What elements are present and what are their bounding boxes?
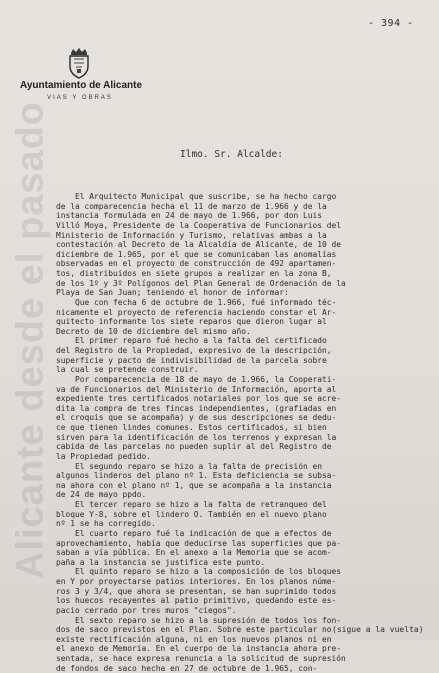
coat-of-arms-icon (66, 46, 92, 80)
body-line: bloque Y-8, sobre el lindero O. También en el nuevo plano (56, 509, 327, 519)
organization-name: Ayuntamiento de Alicante (20, 80, 143, 91)
body-line: el croquis que se acompaña) y de sus descripciones se dedu- (56, 413, 337, 423)
body-line: ros 3 y 3/4, que ahora se presentan, se han suprimido todos (56, 586, 337, 596)
body-line: los huecos recayentes al patio primitivo, quedando este es- (56, 596, 337, 606)
body-line: tos, distribuidos en siete grupos a realizar en la zona B, (56, 269, 332, 278)
body-line: diciembre de 1.965, por el que se comunicaban las anomalías (56, 249, 337, 259)
body-line: observadas en el proyecto de construcción de 492 apartamen- (56, 259, 337, 269)
department-name: VIAS Y OBRAS (47, 95, 113, 101)
body-line: El quinto reparo se hizo a la composición de los bloques (56, 567, 342, 577)
body-line: ce que tienen lindes comunes. Estos certificados, si bien (56, 423, 327, 432)
watermark (4, 60, 58, 620)
body-line: saban a vía pública. En el anexo a la Memoria que se acom- (56, 548, 332, 558)
body-line: instancia formulada en 24 de mayo de 1.966, por don Luis (56, 211, 323, 221)
body-line: sentada, se hace expresa renuncia a la solicitud de supresión (56, 654, 346, 663)
body-line: algunos linderos del plano nº 1. Esta deficiencia se subsa- (56, 471, 337, 481)
salutation: Ilmo. Sr. Alcalde: (180, 149, 283, 160)
body-line: paña a la instancia se justifica este punto. (56, 557, 266, 567)
body-line: de 24 de mayo ppdo. (56, 490, 147, 500)
body-line: el anexo de Memoria. En el cuerpo de la instancia ahora pre- (56, 644, 342, 654)
body-line: contestación al Decreto de la Alcaldía de Alicante, de 10 de (56, 240, 342, 250)
letter-body (56, 192, 416, 673)
body-line: El Arquitecto Municipal que suscribe, se ha hecho cargo (56, 192, 337, 201)
continuation-note: (sigue a la vuelta) (332, 625, 424, 634)
body-line: del Registro de la Propiedad, expresivo de la descripción, (56, 346, 332, 355)
body-line: Que con fecha 6 de octubre de 1.966, fué informado téc- (56, 297, 337, 307)
body-line: cabida de las parcelas no pueden suplir al del Registro de (56, 442, 332, 452)
body-line: va de Funcionarios del Ministerio de Información, aporta al (56, 384, 337, 394)
body-line: nicamente el proyecto de referencia haciendo constar el Ar- (56, 307, 337, 317)
body-line: expediente tres certificados notariales por los que se acre- (56, 394, 342, 404)
body-line: de la comparecencia hecha el 11 de marzo de 1.966 y de la (56, 201, 327, 211)
body-line: de los 1º y 3º Polígonos del Plan General de Ordenación de la (56, 278, 346, 288)
body-line: pacio cerrado por tres muros "ciegos". (56, 605, 237, 615)
body-line: Ministerio de Información y Turismo, relativas ambas a la (56, 230, 327, 240)
body-line: El cuarto reparo fué la indicación de que a efectos de (56, 528, 332, 538)
body-line: Decreto de 10 de diciembre del mismo año. (56, 326, 251, 336)
body-line: quitecto informante los siete reparos que dieron lugar al (56, 317, 327, 327)
body-line: la cual se pretende construir. (56, 365, 199, 375)
body-line: dos de saco previstos en el Plan. Sobre este particular no (56, 625, 332, 635)
body-line: Villó Moya, Presidente de la Cooperativa de Funcionarios del (56, 220, 342, 230)
body-line: nº 1 se ha corregido. (56, 519, 156, 529)
body-line: aprovechamiento, había que deducirse las superficies que pa- (56, 538, 342, 548)
body-line: Playa de San Juan; teniendo el honor de informar: (56, 288, 289, 298)
body-line: El sexto reparo se hizo a la supresión de todos los fon- (56, 615, 342, 625)
body-line: sirven para la identificación de los terrenos y expresan la (56, 432, 337, 442)
body-line: de fondos de saco hecha en 27 de octubre de 1.965, con- (56, 663, 318, 673)
body-line: en Y por proyectarse patios interiores. En los planos núme- (56, 577, 337, 586)
body-line: existe rectificación alguna, ni en los nuevos planos ni en (56, 634, 332, 644)
body-line: El tercer reparo se hizo a la falta de retranqueo del (56, 500, 327, 509)
body-line: dita la compra de tres fincas independientes, (grafiadas en (56, 403, 337, 413)
body-line: El primer reparo fué hecho a la falta del certificado (56, 336, 327, 346)
body-line: na ahora con el plano nº 1, que se acompaña a la instancia (56, 480, 332, 490)
page-number: - 394 - (368, 18, 414, 29)
body-line: la Propiedad pedido. (56, 451, 152, 461)
watermark-text: Alicante desde el pasado (9, 100, 52, 580)
body-line: superficie y pacto de indivisibilidad de la parcela sobre (56, 355, 327, 365)
body-line: Por comparecencia de 18 de mayo de 1.966, la Cooperati- (56, 374, 337, 384)
body-line: El segundo reparo se hizo a la falta de precisión en (56, 461, 323, 471)
